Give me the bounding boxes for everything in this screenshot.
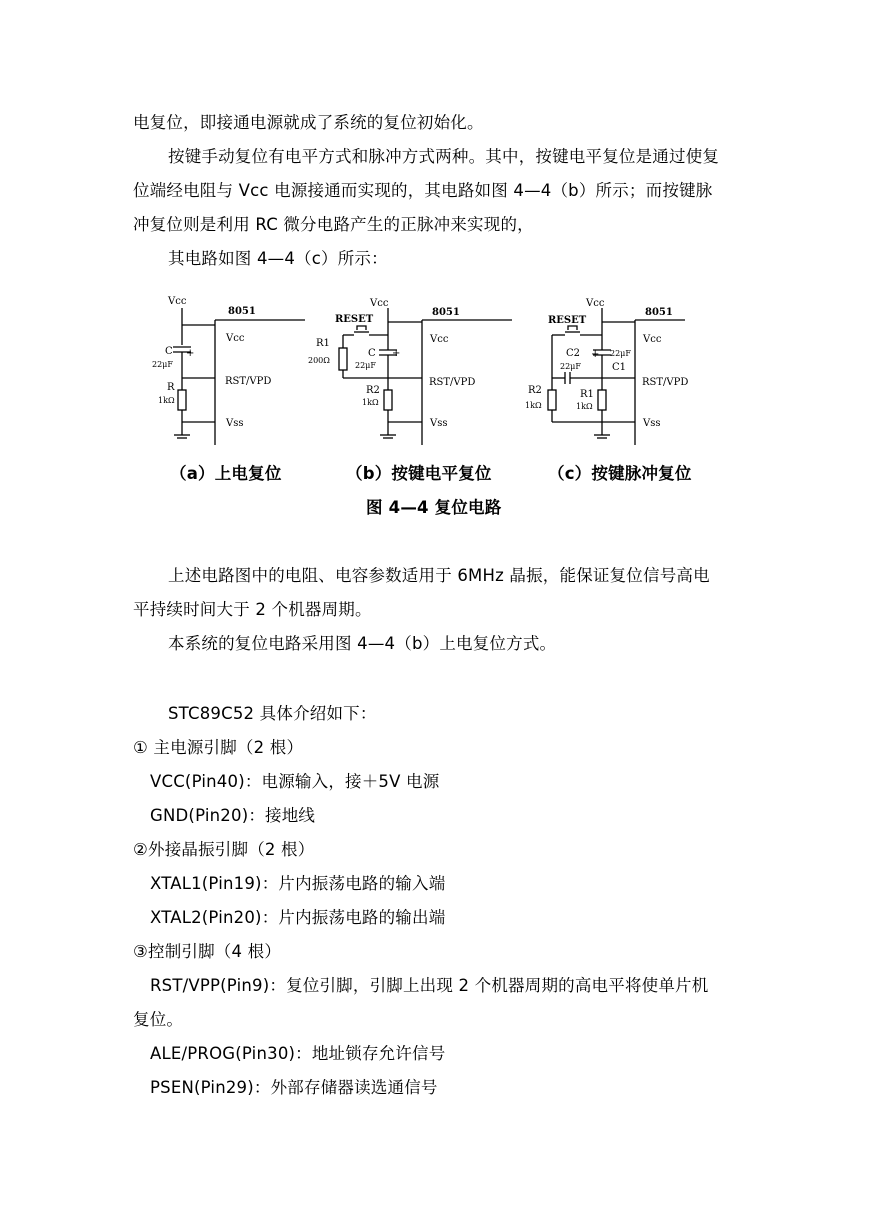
list-item: GND(Pin20)：接地线: [150, 806, 316, 825]
list-item-continuation: 复位。: [133, 1010, 184, 1029]
paragraph-line: 上述电路图中的电阻、电容参数适用于 6MHz 晶振，能保证复位信号高电: [168, 566, 710, 585]
paragraph-line: 电复位，即接通电源就成了系统的复位初始化。: [133, 113, 484, 132]
pin-vcc-label: Vcc: [430, 334, 449, 345]
paragraph-line: 冲复位则是利用 RC 微分电路产生的正脉冲来实现的，: [133, 215, 534, 234]
c-label: C: [368, 348, 376, 359]
r1-label: R1: [580, 389, 594, 400]
chip-label: 8051: [432, 307, 460, 318]
r-value: 1kΩ: [158, 396, 175, 405]
pin-rst-label: RST/VPD: [642, 377, 689, 388]
paragraph-line: 本系统的复位电路采用图 4—4（b）上电复位方式。: [168, 634, 557, 653]
vcc-label: Vcc: [168, 296, 187, 307]
caption-b: （b）按键电平复位: [346, 464, 492, 483]
list-item: VCC(Pin40)：电源输入，接＋5V 电源: [150, 772, 440, 791]
r1-value: 1kΩ: [576, 402, 593, 411]
paragraph-line: 按键手动复位有电平方式和脉冲方式两种。其中，按键电平复位是通过使复: [168, 147, 720, 166]
vcc-label: Vcc: [370, 298, 389, 309]
reset-label: RESET: [335, 314, 374, 325]
caption-c: （c）按键脉冲复位: [548, 464, 692, 483]
c2-value: 22μF: [560, 362, 581, 371]
pin-vcc-label: Vcc: [643, 334, 662, 345]
pin-vcc-label: Vcc: [226, 333, 245, 344]
section-heading: ③控制引脚（4 根）: [133, 942, 282, 961]
r1-label: R1: [316, 338, 330, 349]
c2-label: C2: [566, 348, 581, 359]
r-label: R: [167, 382, 175, 393]
pin-rst-label: RST/VPD: [429, 377, 476, 388]
list-item: ALE/PROG(Pin30)：地址锁存允许信号: [150, 1044, 446, 1063]
c1-value: 22μF: [610, 349, 631, 358]
vcc-label: Vcc: [586, 298, 605, 309]
c-label: C: [165, 346, 173, 357]
r1-value: 200Ω: [308, 356, 330, 365]
c1-label: C1: [612, 362, 627, 373]
paragraph-line: 平持续时间大于 2 个机器周期。: [133, 600, 372, 619]
reset-circuit-figure: [140, 290, 700, 455]
circuit-a: [152, 296, 305, 445]
list-item: XTAL1(Pin19)：片内振荡电路的输入端: [150, 874, 446, 893]
paragraph-line: 位端经电阻与 Vcc 电源接通而实现的，其电路如图 4—4（b）所示；而按键脉: [133, 181, 713, 200]
paragraph-line: 其电路如图 4—4（c）所示：: [168, 249, 388, 268]
reset-label: RESET: [548, 315, 587, 326]
list-item: RST/VPP(Pin9)：复位引脚，引脚上出现 2 个机器周期的高电平将使单片机: [150, 976, 709, 995]
caption-a: （a）上电复位: [170, 464, 282, 483]
r2-label: R2: [366, 385, 380, 396]
plus-sign: +: [591, 349, 600, 360]
plus-sign: +: [186, 348, 195, 359]
chip-label: 8051: [228, 306, 256, 317]
pin-rst-label: RST/VPD: [225, 376, 272, 387]
chip-label: 8051: [645, 307, 673, 318]
list-item: XTAL2(Pin20)：片内振荡电路的输出端: [150, 908, 446, 927]
list-item: PSEN(Pin29)：外部存储器读选通信号: [150, 1078, 438, 1097]
circuit-b: [308, 298, 512, 445]
section-heading: ① 主电源引脚（2 根）: [133, 738, 304, 757]
paragraph-line: STC89C52 具体介绍如下：: [168, 704, 377, 723]
r2-label: R2: [528, 385, 542, 396]
plus-sign: +: [392, 348, 401, 359]
figure-title: 图 4—4 复位电路: [366, 498, 502, 517]
pin-vss-label: Vss: [643, 418, 661, 429]
cap-value: 22μF: [152, 360, 173, 369]
pin-vss-label: Vss: [430, 418, 448, 429]
section-heading: ②外接晶振引脚（2 根）: [133, 840, 315, 859]
r2-value: 1kΩ: [362, 398, 379, 407]
pin-vss-label: Vss: [226, 418, 244, 429]
r2-value: 1kΩ: [525, 401, 542, 410]
circuit-c: [525, 298, 688, 445]
cap-value: 22μF: [355, 361, 376, 370]
